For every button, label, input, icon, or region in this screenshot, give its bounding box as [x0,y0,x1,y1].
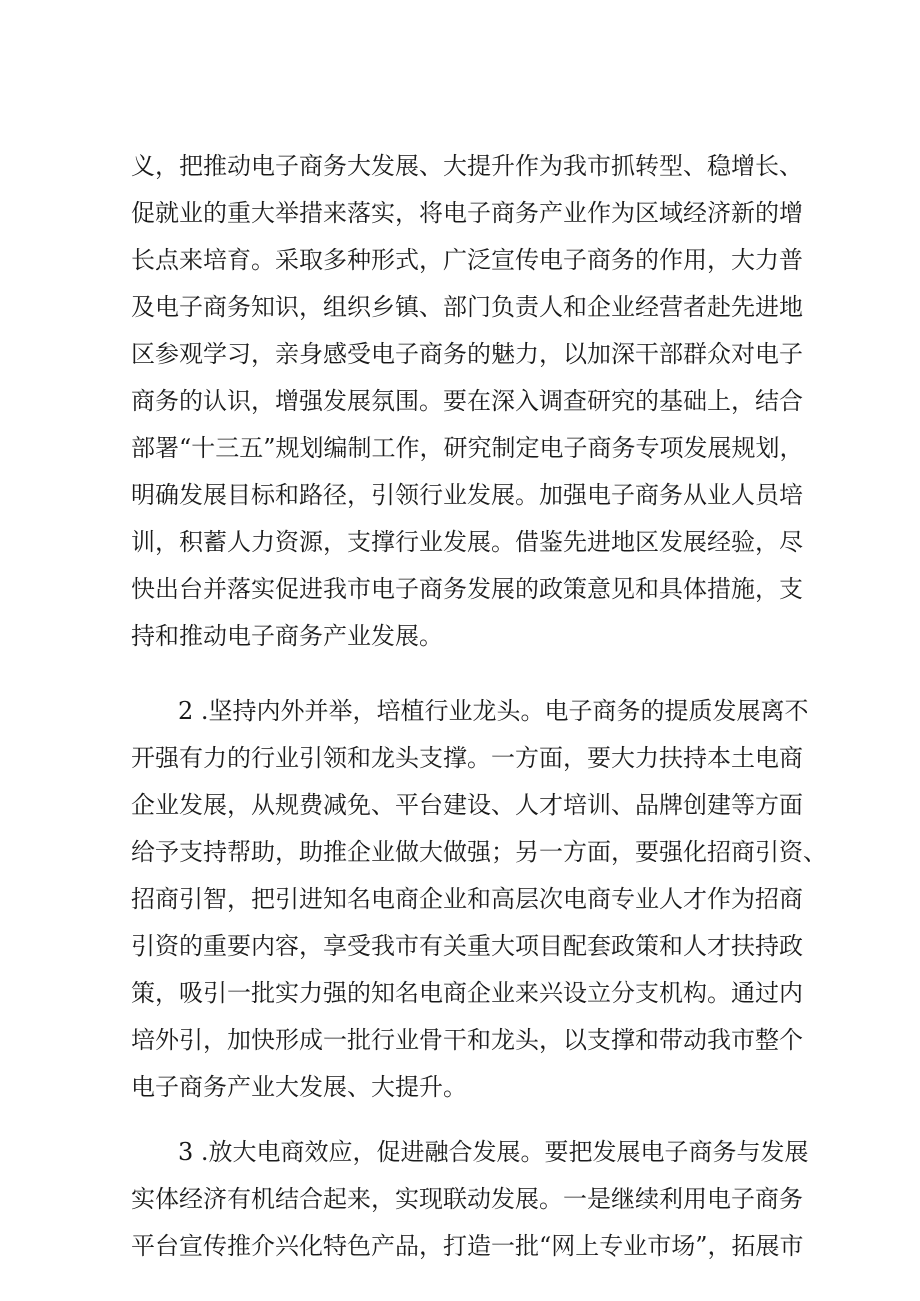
paragraph-2-line-7: 策，吸引一批实力强的知名电商企业来兴设立分支机构。通过内 [131,979,803,1007]
paragraph-3-line-2: 实体经济有机结合起来，实现联动发展。一是继续利用电子商务 [131,1185,803,1213]
paragraph-3-line-1: 3 .放大电商效应，促进融合发展。要把发展电子商务与发展 [178,1138,809,1166]
paragraph-3-line-3: 平台宣传推介兴化特色产品，打造一批“网上专业市场”，拓展市 [131,1232,804,1260]
paragraph-2-line-4: 给予支持帮助，助推企业做大做强；另一方面，要强化招商引资、 [131,838,827,866]
paragraph-2-line-1: 2 .坚持内外并举，培植行业龙头。电子商务的提质发展离不 [178,697,809,725]
paragraph-2-line-2: 开强有力的行业引领和龙头支撑。一方面，要大力扶持本土电商 [131,744,803,772]
paragraph-1-line-8: 明确发展目标和路径，引领行业发展。加强电子商务从业人员培 [131,481,803,509]
paragraph-1-line-11: 持和推动电子商务产业发展。 [131,622,443,650]
paragraph-1-line-5: 区参观学习，亲身感受电子商务的魅力，以加深干部群众对电子 [131,340,803,368]
paragraph-1-line-6: 商务的认识，增强发展氛围。要在深入调查研究的基础上，结合 [131,387,803,415]
paragraph-2-line-5: 招商引智，把引进知名电商企业和高层次电商专业人才作为招商 [131,885,803,913]
paragraph-1-line-9: 训，积蓄人力资源，支撑行业发展。借鉴先进地区发展经验，尽 [131,528,803,556]
paragraph-1-line-10: 快出台并落实促进我市电子商务发展的政策意见和具体措施，支 [131,575,803,603]
paragraph-1-line-7: 部署“十三五”规划编制工作，研究制定电子商务专项发展规划， [131,434,804,462]
paragraph-2-line-3: 企业发展，从规费减免、平台建设、人才培训、品牌创建等方面 [131,791,803,819]
paragraph-1-line-2: 促就业的重大举措来落实，将电子商务产业作为区域经济新的增 [131,199,803,227]
paragraph-2-line-8: 培外引，加快形成一批行业骨干和龙头，以支撑和带动我市整个 [131,1026,803,1054]
paragraph-1-line-3: 长点来培育。采取多种形式，广泛宣传电子商务的作用，大力普 [131,246,803,274]
paragraph-1-line-1: 义，把推动电子商务大发展、大提升作为我市抓转型、稳增长、 [131,152,803,180]
paragraph-2-line-6: 引资的重要内容，享受我市有关重大项目配套政策和人才扶持政 [131,932,803,960]
paragraph-2-line-9: 电子商务产业大发展、大提升。 [131,1073,467,1101]
paragraph-1-line-4: 及电子商务知识，组织乡镇、部门负责人和企业经营者赴先进地 [131,293,803,321]
